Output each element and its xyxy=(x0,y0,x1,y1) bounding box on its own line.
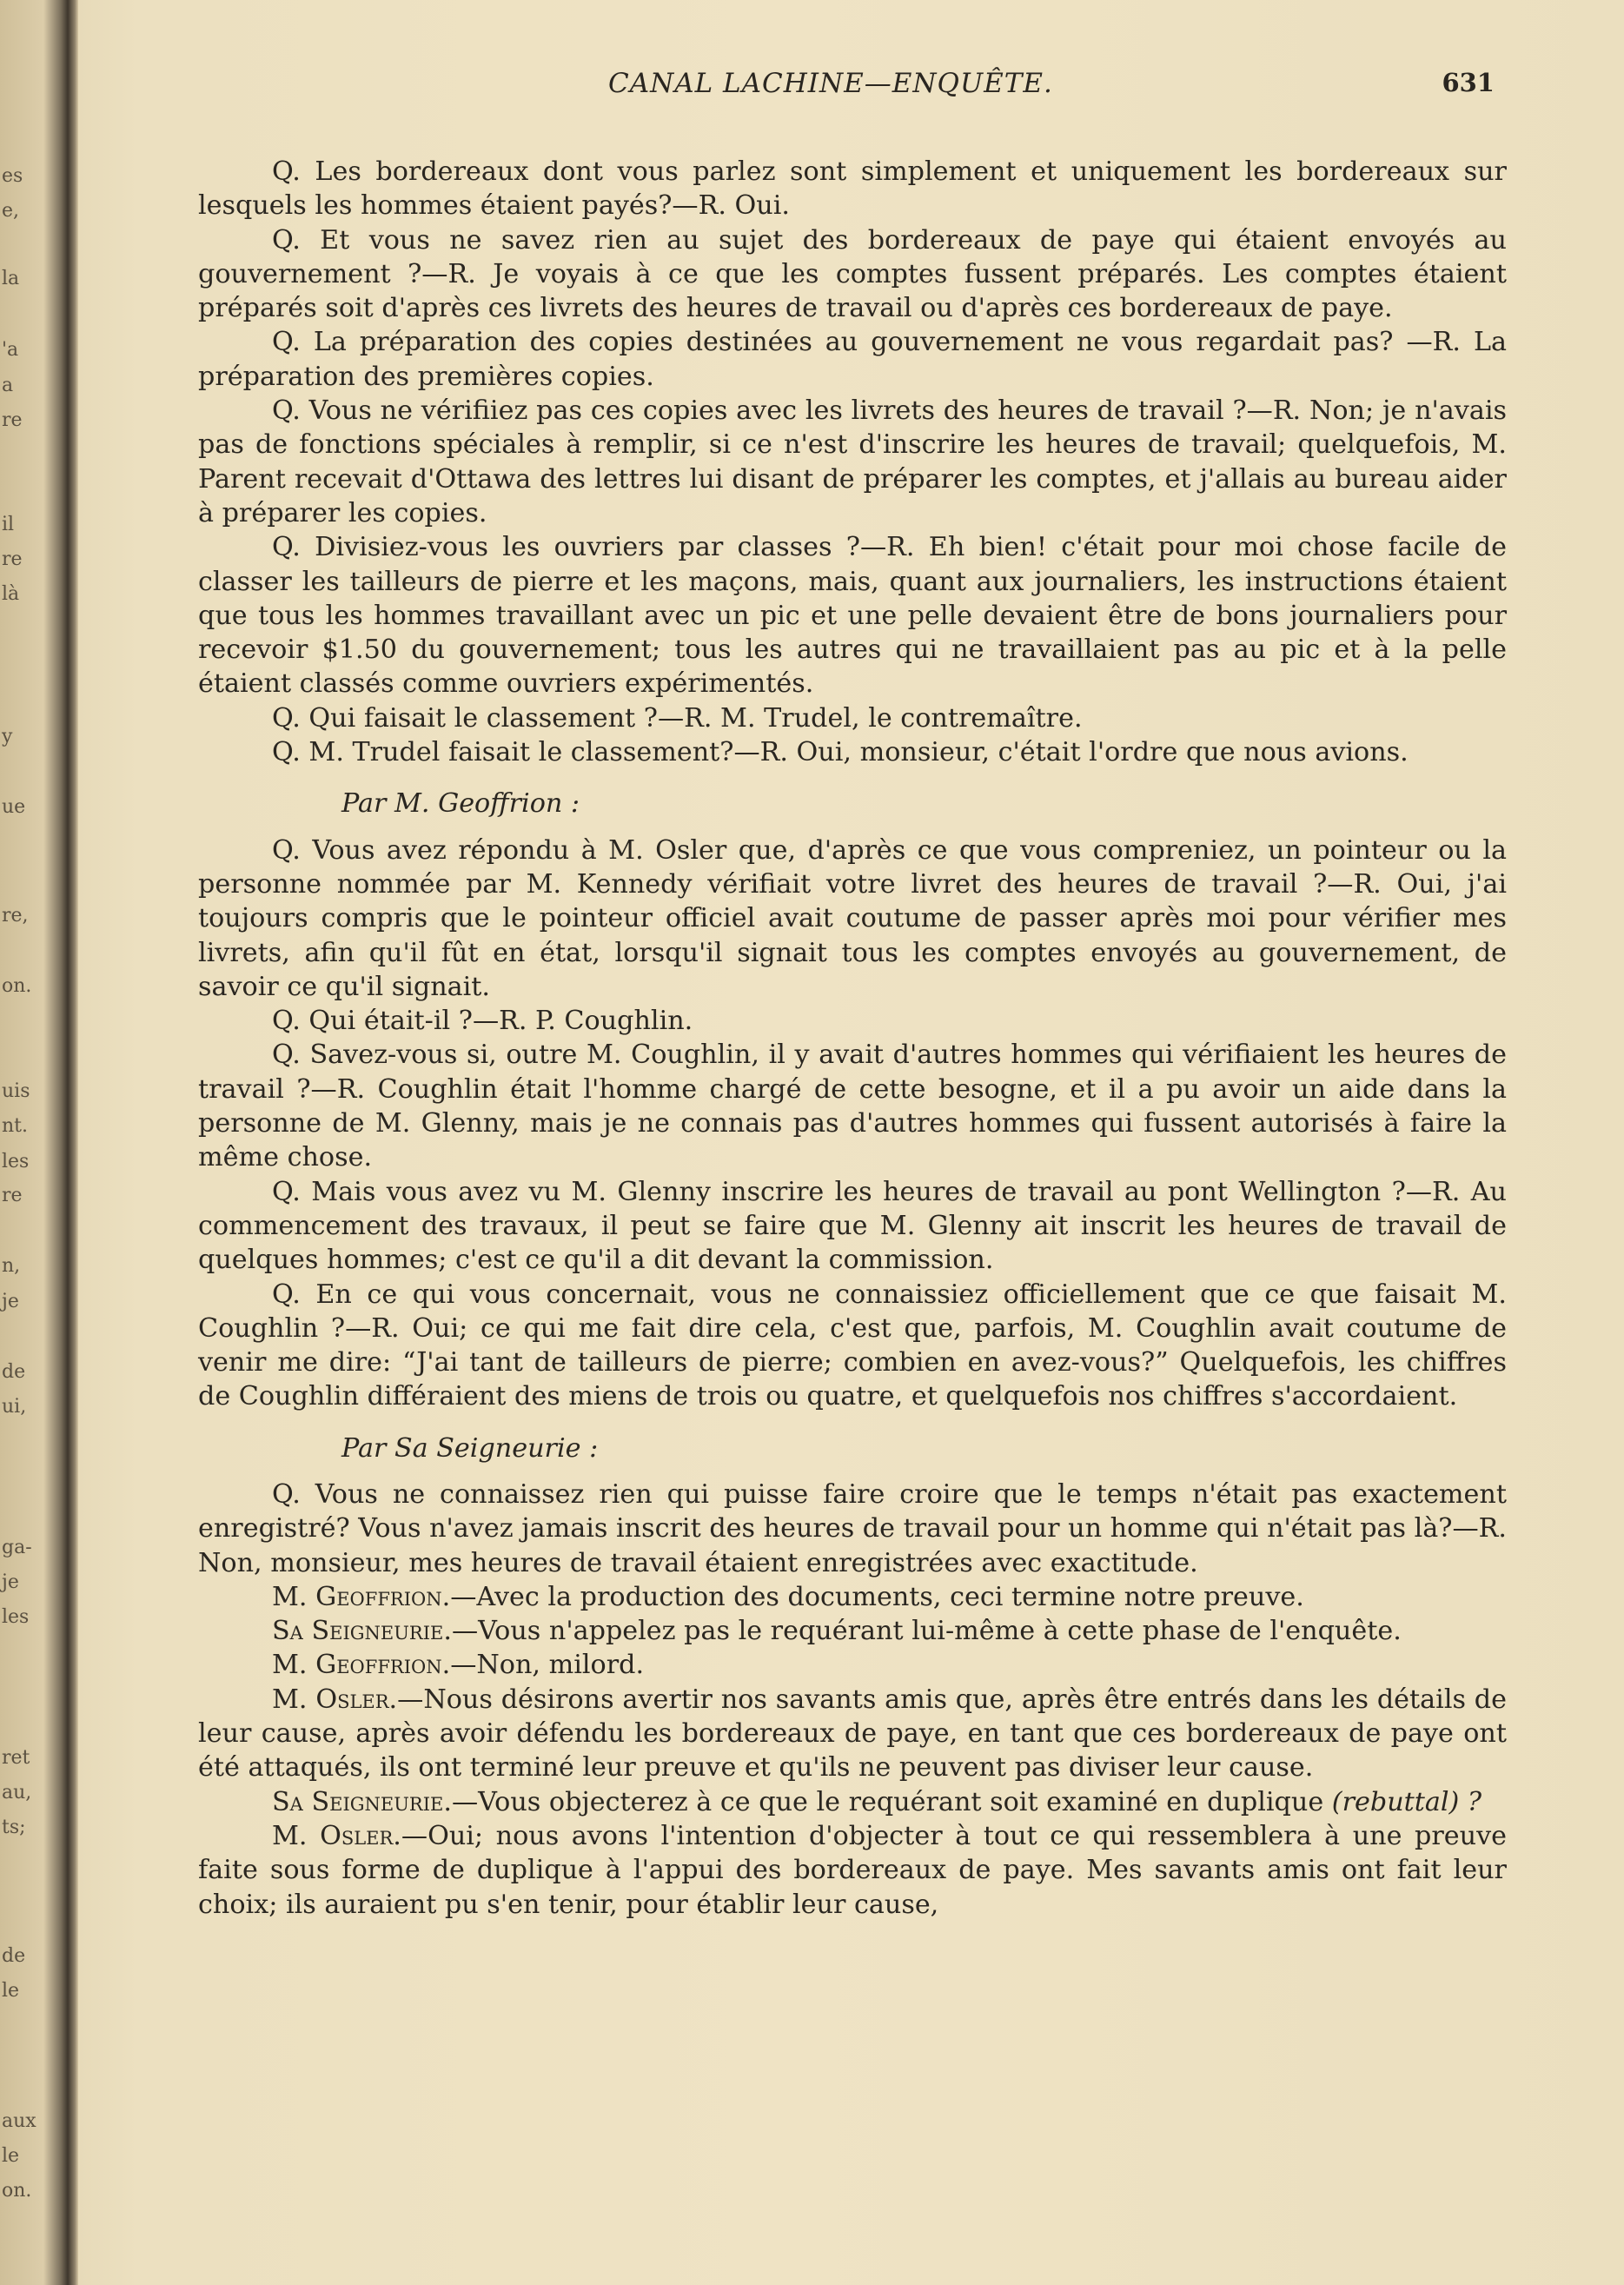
speaker-name: Sa Seigneurie. xyxy=(272,1616,452,1647)
margin-fragment: a xyxy=(2,375,14,396)
margin-fragment: nt. xyxy=(2,1115,29,1137)
paragraph xyxy=(198,1580,1507,1614)
margin-fragment: les xyxy=(2,1606,30,1628)
paragraph xyxy=(198,1614,1507,1648)
speaker-name: M. Osler. xyxy=(272,1684,398,1715)
speech-text: —Non, milord. xyxy=(450,1650,645,1681)
margin-fragment: 'a xyxy=(2,339,19,361)
margin-fragment: re, xyxy=(2,905,29,927)
paragraph: Q. En ce qui vous concernait, vous ne connaissiez officiellement que ce que faisait M. Coughlin ?—R. Oui; ce qui me fait dire cela, c'est que, parfois, M. Coughlin avait coutume de venir me dire: “J'ai tant de tailleurs de pierre; combien en avez-vous?” Quelquefois, les chiffres de Coughlin différaient des miens de trois ou quatre, et quelquefois nos chiffres s'accordaient. xyxy=(198,1279,1507,1412)
margin-fragment: y xyxy=(2,726,13,747)
speech-text: —Vous objecterez à ce que le requérant soit examiné en duplique xyxy=(451,1786,1324,1817)
paragraph: Q. Vous avez répondu à M. Osler que, d'après ce que vous compreniez, un pointeur ou la personne nommée par M. Kennedy vérifiait votre livret des heures de travail ?—R. Oui, j'ai toujours compris que le pointeur officiel avait coutume de passer après moi pour vérifier mes livrets, afin qu'il fût en état, lorsqu'il signait tous les comptes envoyés au gouvernement, de savoir ce qu'il signait. xyxy=(198,834,1507,1002)
section-heading: Par M. Geoffrion : xyxy=(341,788,580,820)
margin-fragment: là xyxy=(2,583,20,605)
margin-fragment: aux xyxy=(2,2110,36,2132)
margin-fragment: au, xyxy=(2,1782,32,1803)
margin-fragment: de xyxy=(2,1361,26,1383)
paragraph xyxy=(198,1785,1507,1819)
margin-fragment: ga- xyxy=(2,1537,32,1558)
paragraph: Q. Les bordereaux dont vous parlez sont simplement et uniquement les bordereaux sur lesquels les hommes étaient payés?—R. Oui. xyxy=(198,156,1507,222)
margin-fragment: le xyxy=(2,2145,20,2167)
paragraph: Q. Qui faisait le classement ?—R. M. Trudel, le contremaître. xyxy=(272,702,1083,734)
margin-fragment: ret xyxy=(2,1747,30,1769)
margin-fragment: n, xyxy=(2,1255,21,1277)
speaker-name: M. Geoffrion. xyxy=(272,1581,451,1612)
page-header xyxy=(200,68,1495,111)
paragraph: Q. Vous ne vérifiiez pas ces copies avec les livrets des heures de travail ?—R. Non; je n'avais pas de fonctions spéciales à remplir, si ce n'est d'inscrire les heures de travail; quelquefois, M. Parent recevait d'Ottawa des lettres lui disant de préparer les comptes, et j'allais au bureau aider à préparer les copies. xyxy=(198,395,1507,528)
section-heading: Par Sa Seigneurie : xyxy=(341,1432,599,1464)
paragraph: Q. Divisiez-vous les ouvriers par classes ?—R. Eh bien! c'était pour moi chose facile de classer les tailleurs de pierre et les maçons, mais, quant aux journaliers, les instructions étaient que tous les hommes travaillant avec un pic et une pelle devaient être de bons journaliers pour recevoir $1.50 du gouvernement; tous les autres qui ne travaillaient pas au pic et à la pelle étaient classés comme ouvriers expérimentés. xyxy=(198,532,1507,700)
speaker-name: M. Geoffrion. xyxy=(272,1650,451,1681)
speaker-name: M. Osler. xyxy=(272,1820,401,1851)
italic-term: (rebuttal) ? xyxy=(1331,1786,1482,1817)
margin-fragment: la xyxy=(2,268,20,289)
speech-text: —Oui; nous avons l'intention d'objecter à tout ce qui ressemblera à une preuve faite sous forme de duplique à l'appui des bordereaux de paye. Mes savants amis ont fait leur choix; ils auraient pu s'en tenir, pour établir leur cause, xyxy=(198,1820,1507,1920)
margin-fragment: ui, xyxy=(2,1396,27,1418)
paragraph: Q. La préparation des copies destinées au gouvernement ne vous regardait pas? —R. La préparation des premières copies. xyxy=(198,327,1507,392)
margin-fragment: je xyxy=(2,1291,19,1312)
margin-fragment: ue xyxy=(2,796,26,818)
margin-fragment: on. xyxy=(2,2180,32,2202)
speech-text: —Avec la production des documents, ceci termine notre preuve. xyxy=(450,1581,1304,1612)
margin-fragment: e, xyxy=(2,200,20,222)
speaker-name: Sa Seigneurie. xyxy=(272,1786,452,1817)
paragraph: Q. Mais vous avez vu M. Glenny inscrire les heures de travail au pont Wellington ?—R. Au commencement des travaux, il peut se faire que M. Glenny ait inscrit les heures de travail de quelques hommes; c'est ce qu'il a dit devant la commission. xyxy=(198,1176,1507,1276)
margin-fragment: ts; xyxy=(2,1817,26,1838)
margin-fragment: re xyxy=(2,1185,23,1206)
margin-fragment: de xyxy=(2,1945,26,1967)
paragraph: Q. M. Trudel faisait le classement?—R. Oui, monsieur, c'était l'ordre que nous avions. xyxy=(272,737,1409,768)
margin-fragment: re xyxy=(2,409,23,431)
paragraph xyxy=(198,1683,1507,1785)
paragraph: Q. Savez-vous si, outre M. Coughlin, il y avait d'autres hommes qui vérifiaient les heures de travail ?—R. Coughlin était l'homme chargé de cette besogne, et il a pu avoir un aide dans la personne de M. Glenny, mais je ne connais pas d'autres hommes qui fussent autorisés à faire la même chose. xyxy=(198,1040,1507,1173)
margin-fragment: on. xyxy=(2,975,32,997)
speech-text: —Nous désirons avertir nos savants amis que, après être entrés dans les détails de leur cause, après avoir défendu les bordereaux de paye, en tant que ces bordereaux de paye ont été attaqués, ils ont terminé leur preuve et qu'ils ne peuvent pas diviser leur cause. xyxy=(198,1684,1507,1783)
body-text xyxy=(198,155,1507,1922)
margin-fragment: il xyxy=(2,514,15,535)
speech-text: —Vous n'appelez pas le requérant lui-même à cette phase de l'enquête. xyxy=(451,1616,1402,1647)
page-number: 631 xyxy=(1442,68,1495,97)
margin-fragment: les xyxy=(2,1151,30,1172)
paragraph xyxy=(198,1648,1507,1682)
margin-fragment: le xyxy=(2,1980,20,2002)
margin-fragment: je xyxy=(2,1571,19,1593)
paragraph xyxy=(198,1819,1507,1922)
margin-fragment: re xyxy=(2,548,23,570)
paragraph: Q. Et vous ne savez rien au sujet des bordereaux de paye qui étaient envoyés au gouvernement ?—R. Je voyais à ce que les comptes fussent préparés. Les comptes étaient préparés soit d'après ces livrets des heures de travail ou d'après ces bordereaux de paye. xyxy=(198,224,1507,324)
running-title: CANAL LACHINE—ENQUÊTE. xyxy=(608,68,1053,99)
margin-fragment: es xyxy=(2,165,23,187)
margin-fragment: uis xyxy=(2,1080,30,1102)
paragraph: Q. Vous ne connaissez rien qui puisse faire croire que le temps n'était pas exactement enregistré? Vous n'avez jamais inscrit des heures de travail pour un homme qui n'était pas là?—R. Non, monsieur, mes heures de travail étaient enregistrées avec exactitude. xyxy=(198,1478,1507,1578)
paragraph: Q. Qui était-il ?—R. P. Coughlin. xyxy=(272,1006,693,1037)
